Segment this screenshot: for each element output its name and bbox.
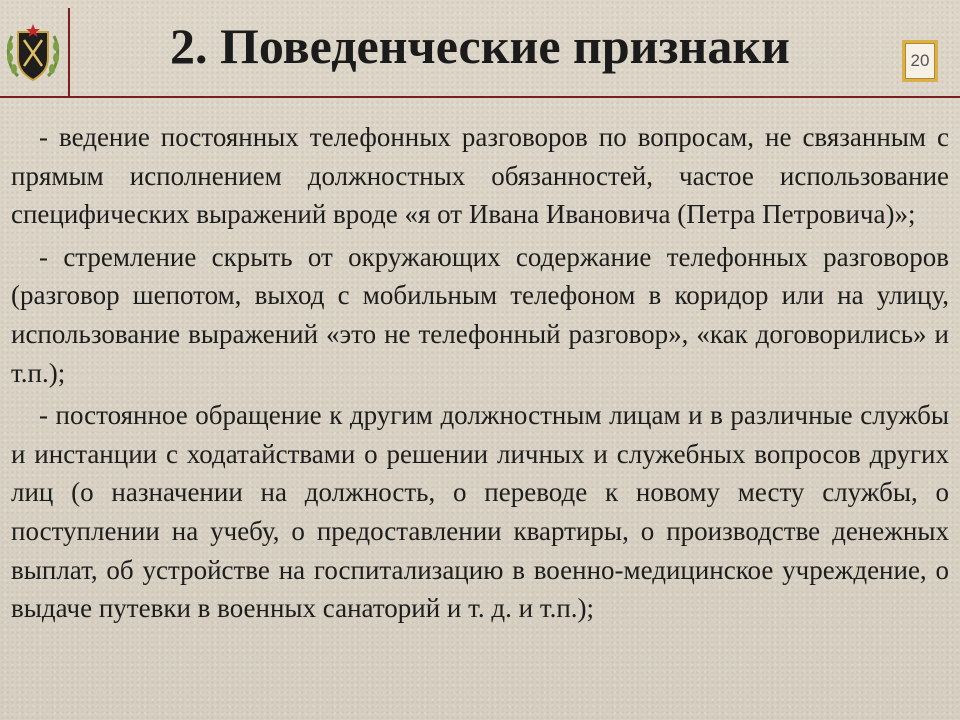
- slide-header: [0, 0, 960, 98]
- header-divider-horizontal: [0, 96, 960, 98]
- slide-body: [11, 118, 949, 632]
- list-item: - постоянное обращение к другим должностным лицам и в различные службы и инстанции с ходатайствами о решении личных и служебных вопросов других лиц (о назначении на должность, о переводе к новому месту службы, о поступлении на учебу, о предоставлении квартиры, о производстве денежных выплат, об устройстве на госпитализацию в военно-медицинское учреждение, о выдаче путевки в военных санаторий и т. д. и т.п.);: [11, 400, 949, 624]
- military-emblem-icon: [4, 18, 62, 84]
- slide-title: 2. Поведенческие признаки: [170, 18, 790, 74]
- list-item: - стремление скрыть от окружающих содержание телефонных разговоров (разговор шепотом, выход с мобильным телефоном в коридор или на улицу, использование выражений «это не телефонный разговор», «как договорились» и т.п.);: [11, 241, 949, 388]
- list-item: - ведение постоянных телефонных разговоров по вопросам, не связанным с прямым исполнением должностных обязанностей, частое использование специфических выражений вроде «я от Ивана Ивановича (Петра Петровича)»;: [11, 122, 949, 230]
- page-number-badge: 20: [902, 40, 938, 82]
